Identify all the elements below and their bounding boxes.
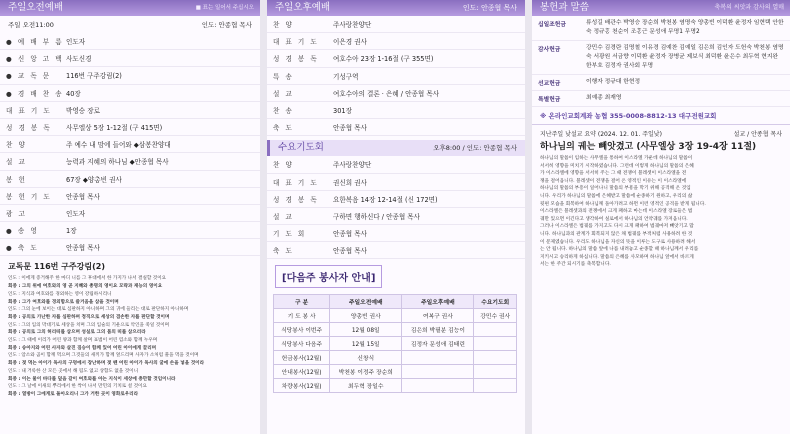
- table-cell: [474, 365, 517, 379]
- reading-line: 인도 : 지식과 여호와를 경외하는 영이 강림하시리니: [8, 291, 112, 297]
- sermon-line: 이스라엘은 블레셋과의 전쟁에서 크게 패하고 마는데 이스라엘 장로들은 법: [540, 209, 693, 215]
- order-label: ● 송 영: [6, 227, 39, 236]
- order-value: 박영승 장로: [66, 106, 100, 115]
- sermon-line: 궤만 있으면 이긴다고 생각하여 실로에서 하나님의 언약궤를 가져옵니다.: [540, 216, 688, 222]
- order-value: 권신희 권사: [333, 178, 367, 187]
- order-value: 주사랑찬양단: [333, 161, 372, 170]
- table-row: [274, 309, 517, 323]
- order-value: 40장: [66, 89, 81, 98]
- offering-list: [532, 16, 790, 107]
- order-value: 기성구역: [333, 72, 359, 81]
- order-row: [267, 174, 525, 191]
- order-row: [0, 222, 260, 239]
- order-label: 설 교: [273, 89, 294, 98]
- table-header-row: [274, 295, 517, 309]
- order-label: 성 경 봉 독: [273, 195, 319, 204]
- order-label: 찬 양: [273, 21, 294, 30]
- table-cell: [474, 323, 517, 337]
- table-header-cell: 구 분: [274, 295, 330, 309]
- table-row: [274, 379, 517, 393]
- sermon-line: 가 이스라엘에 영향을 서서히 주는 그 때 전쟁이 블레셋이 이스라엘을 전: [540, 171, 687, 177]
- order-row: [267, 156, 525, 173]
- sermon-line: 니다. 우리가 하나님의 말씀에 은혜받고 말씀에 순종하기 원하고, 우리의 삶: [540, 193, 693, 199]
- column-gap: [525, 0, 532, 434]
- afternoon-leader: 인도: 안종협 목사: [462, 4, 517, 12]
- sermon-title: 하나님의 궤는 빼앗겼고 (사무엘상 3장 19-4장 11절): [540, 142, 757, 152]
- morning-leader: 인도: 안종협 목사: [201, 21, 252, 29]
- offering-names: 강민수 김경란 김명철 이유경 김예찬 김예일 김은희 김인자 도헌숙 박천봉 염명숙 서광원 서금향 이덕환 윤정자 장병균 제보식 최덕환 윤은수 최두혁 현지완 한부호 김정자 권사회 무명: [586, 45, 784, 69]
- reading-line: 회중 : 송아지와 어린 사자와 살진 짐승이 함께 있어 어린 아이에게 끌리며: [8, 345, 157, 351]
- order-label: 기 도 회: [273, 230, 307, 239]
- offering-title: 봉헌과 말씀: [540, 2, 589, 13]
- sermon-line: 그러나 이스라엘은 법궤를 가지고도 다시 크게 패하여 법궤마저 빼앗기고 맙: [540, 224, 694, 230]
- order-label: 축 도: [273, 124, 294, 133]
- order-label: 설 교: [273, 212, 294, 221]
- sermon-line: 하나님의 말씀의 부흥이 일어나니 말씀의 부흥을 막기 위해 공격해 온 것입: [540, 186, 691, 192]
- order-value: 주 예수 내 맘에 들어와 ◆삼봉찬양대: [66, 141, 171, 150]
- offering-label: 감사헌금: [538, 47, 561, 53]
- table-cell: 차량봉사(12월): [274, 379, 330, 393]
- table-cell: 기 도 봉 사: [274, 309, 330, 323]
- sermon-line: 서는 한 주간 되시기를 축복합니다.: [540, 262, 611, 268]
- offering-row: [532, 16, 790, 41]
- order-row: [0, 102, 260, 119]
- reading-line: 인도 : 내 거룩한 산 모든 곳에서 해 됨도 없고 상함도 없을 것이니: [8, 368, 139, 374]
- table-cell: 헌금봉사(12월): [274, 351, 330, 365]
- afternoon-order-list: [267, 16, 525, 136]
- order-row: [267, 85, 525, 102]
- order-row: [267, 33, 525, 50]
- responsive-reading: [0, 275, 260, 398]
- table-cell: 김정자 문성애 김태린: [402, 337, 474, 351]
- sermon-line: 지키시고 승리하게 하십니다. 말씀의 은혜를 사모하며 하나님 앞에서 바르게: [540, 254, 694, 260]
- order-value: 1장: [66, 227, 77, 236]
- offering-label: 특별헌금: [538, 97, 561, 103]
- offering-row: [532, 75, 790, 91]
- reading-line: 인도 : 그의 눈에 보이는 대로 심판하지 아니하며 그의 귀에 들리는 대로 판단하지 아니하며: [8, 307, 189, 313]
- order-label: ● 예 배 부 름: [6, 38, 64, 47]
- order-value: 여호수아의 결론 · 은혜 / 안종협 목사: [333, 89, 440, 98]
- sermon-line: 하나님의 말씀이 임하는 사무엘을 통하여 이스라엘 가운데 하나님의 말씀이: [540, 156, 693, 161]
- order-row: [267, 242, 525, 259]
- reading-line: 인도 : 그 날에 이새의 뿌리에서 한 싹이 나서 만민의 기치로 설 것이요: [8, 384, 147, 390]
- reading-line: 회중 : 그의 위에 여호와의 영 곧 지혜와 총명의 영이요 모략과 재능의 영이요: [8, 284, 163, 290]
- volunteer-title: [다음주 봉사자 안내]: [275, 265, 382, 288]
- reading-line: 회중 : 열방이 그에게로 돌아오리니 그가 거한 곳이 영화로우리라: [8, 391, 139, 397]
- order-label: 찬 양: [6, 141, 27, 150]
- table-row: [274, 351, 517, 365]
- wednesday-time: 오후8:00 / 인도: 안종협 목사: [433, 144, 517, 153]
- order-row: [0, 33, 260, 50]
- table-cell: [402, 365, 474, 379]
- order-value: 주사랑찬양단: [333, 21, 372, 30]
- reading-line: 회중 : 이는 물이 바다를 덮음 같이 여호와를 아는 지식이 세상에 충만할 것임이니라: [8, 376, 176, 382]
- morning-order-list: [0, 33, 260, 256]
- order-label: ● 경 배 찬 송: [6, 89, 64, 98]
- bank-account: ※ 온라인교회계좌 농협 355-0008-8812-13 대구전원교회: [532, 107, 790, 125]
- morning-header: [0, 0, 260, 16]
- table-cell: [474, 337, 517, 351]
- sermon-line: 뒷편 모습을 회복하여 하나님께 돌아가려고 하면 이런 영적인 공격을 받게 됩니다.: [540, 201, 706, 207]
- reading-line: 인도 : 그의 입의 막대기로 세상을 치며 그의 입술의 기운으로 악인을 죽일 것이며: [8, 322, 170, 328]
- table-cell: 12월 08일: [330, 323, 402, 337]
- offering-label: 십일조헌금: [538, 22, 566, 28]
- order-value: 사무엘상 5장 1-12절 (구 415면): [66, 124, 163, 133]
- offering-names: 류성길 배관수 박영승 장순희 박천봉 염명숙 양총빈 이덕환 윤정자 임현택 안한숙 정규홍 천순이 조홍근 문성애 무명1 무명2: [586, 20, 784, 35]
- order-row: [0, 85, 260, 102]
- reading-line: 인도 : 이에게 증거해주 한 마디 니를 그 후대에서 한 가지가 나서 결실할 것이요: [8, 276, 167, 282]
- order-row: [0, 153, 260, 170]
- order-value: 사도신경: [66, 55, 92, 64]
- order-row: [267, 208, 525, 225]
- afternoon-title: 주일오후예배: [275, 2, 331, 13]
- order-value: 능력과 지혜의 하나님 ◆안종협 목사: [66, 158, 169, 167]
- table-cell: 양총빈 권사: [330, 309, 402, 323]
- order-row: [0, 119, 260, 136]
- order-row: [0, 171, 260, 188]
- morning-meta: [0, 16, 260, 33]
- sermon-preacher: 설교 / 안종협 목사: [733, 131, 782, 138]
- order-row: [267, 225, 525, 242]
- order-label: 대 표 기 도: [273, 178, 319, 187]
- reading-line: 회중 : 젖 먹는 아이가 독사의 구멍에서 장난하며 젖 뗀 어린 아이가 독사의 굴에 손을 넣을 것이라: [8, 361, 205, 367]
- order-value: 이은경 권사: [333, 38, 367, 47]
- order-row: [267, 102, 525, 119]
- table-cell: [474, 351, 517, 365]
- order-label: ● 신 앙 고 백: [6, 55, 64, 64]
- offering-names: 이행자 정규대 한현정: [586, 79, 641, 85]
- offering-column: [532, 0, 790, 434]
- morning-title: 주일오전예배: [8, 2, 64, 13]
- sermon-header: [532, 125, 790, 139]
- order-label: 대 표 기 도: [6, 106, 52, 115]
- order-value: 안종협 목사: [333, 230, 367, 239]
- table-cell: 신창식: [330, 351, 402, 365]
- order-label: 축 도: [273, 247, 294, 256]
- order-value: 안종협 목사: [333, 247, 367, 256]
- order-label: 찬 양: [273, 161, 294, 170]
- volunteer-table: [273, 294, 517, 393]
- table-cell: 식당봉사 이번주: [274, 323, 330, 337]
- order-label: 성 경 봉 독: [273, 55, 319, 64]
- reading-line: 회중 : 그가 여호와를 경외함으로 즐거움을 삼을 것이며: [8, 299, 119, 305]
- sermon-line: 이 문제였습니다. 우리도 하나님을 자신의 뜻을 이루는 도구로 사용하려 해서: [540, 239, 696, 245]
- reading-line: 인도 : 암소와 곰이 함께 먹으며 그것들의 새끼가 함께 엎드리며 사자가 소처럼 풀을 먹을 것이며: [8, 353, 199, 359]
- order-label: 봉 헌 기 도: [6, 192, 52, 201]
- table-cell: 안내봉사(12월): [274, 365, 330, 379]
- morning-time: 주일 오전11:00: [8, 21, 54, 29]
- order-row: [0, 188, 260, 205]
- table-cell: [474, 379, 517, 393]
- order-row: [0, 67, 260, 84]
- wednesday-title: 수요기도회: [278, 142, 324, 154]
- order-value: 요한복음 14장 12-14절 (신 172면): [333, 195, 438, 204]
- order-label: 특 송: [273, 72, 294, 81]
- table-cell: 12월 15일: [330, 337, 402, 351]
- table-row: [274, 323, 517, 337]
- order-row: [267, 50, 525, 67]
- order-label: ● 축 도: [6, 244, 39, 253]
- afternoon-header: [267, 0, 525, 16]
- responsive-reading-title: 교독문 116번 구주강림(2): [8, 262, 105, 272]
- order-label: 찬 송: [273, 107, 294, 116]
- offering-label: 선교헌금: [538, 81, 561, 87]
- order-row: [267, 119, 525, 136]
- table-cell: 박천봉 이정주 장순희: [330, 365, 402, 379]
- order-value: 안종협 목사: [66, 192, 100, 201]
- table-cell: [402, 379, 474, 393]
- order-value: 안종협 목사: [66, 244, 100, 253]
- column-gap: [260, 0, 267, 434]
- sermon-line: 서서히 영향을 미치기 시작하였습니다. 그런데 이렇게 하나님의 말씀의 은혜: [540, 163, 694, 169]
- table-cell: [402, 351, 474, 365]
- sermon-line: 니다. 하나님과의 관계가 회복되지 않은 채 법궤를 부적처럼 사용하려 한 것: [540, 231, 693, 237]
- order-value: 301장: [333, 107, 352, 116]
- order-label: 성 경 봉 독: [6, 124, 52, 133]
- order-row: [0, 136, 260, 153]
- order-label: 설 교: [6, 158, 27, 167]
- offering-row: [532, 91, 790, 107]
- order-label: 광 고: [6, 209, 27, 218]
- afternoon-column: [267, 0, 525, 434]
- order-value: 안종협 목사: [333, 124, 367, 133]
- table-header-cell: 수요기도회: [474, 295, 517, 309]
- morning-service-column: [0, 0, 260, 434]
- sermon-line: 는 안 됩니다. 하나님의 말씀 앞에 나를 내려놓고 순종할 때 하나님께서 우리를: [540, 247, 699, 253]
- table-row: [274, 337, 517, 351]
- order-row: [0, 205, 260, 222]
- order-value: 인도자: [66, 38, 86, 47]
- table-cell: 식당봉사 다음주: [274, 337, 330, 351]
- wednesday-header: [267, 140, 525, 156]
- order-value: 구하면 행하신다 / 안종협 목사: [333, 212, 421, 221]
- order-value: 67장 ◆양총빈 권사: [66, 175, 122, 184]
- offering-tagline: 축복의 씨앗과 감사의 열매: [714, 4, 784, 11]
- offering-row: [532, 41, 790, 75]
- order-value: 여호수아 23장 1-16절 (구 355면): [333, 55, 434, 64]
- order-row: [267, 16, 525, 33]
- order-label: ● 교 독 문: [6, 72, 52, 81]
- table-cell: 최두혁 장일수: [330, 379, 402, 393]
- table-header-cell: 주일오전예배: [330, 295, 402, 309]
- sermon-line: 쟁을 걸어옵니다. 블레셋이 전쟁을 걸어 온 영적인 이유는 이 이스라엘에: [540, 178, 687, 184]
- sermon-label: 지난주일 낮설교 요약 (2024. 12. 01. 주일낮): [540, 131, 662, 138]
- offering-header: [532, 0, 790, 16]
- order-row: [267, 68, 525, 85]
- offering-names: 최예종 최재영: [586, 95, 622, 101]
- table-cell: 김은희 박필분 김능이: [402, 323, 474, 337]
- wednesday-order-list: [267, 156, 525, 259]
- reading-line: 인도 : 그 때에 이리가 어린 양과 함께 살며 표범이 어린 염소와 함께 누우며: [8, 338, 158, 344]
- table-cell: 여복구 권사: [402, 309, 474, 323]
- order-label: 대 표 기 도: [273, 38, 319, 47]
- order-row: [0, 50, 260, 67]
- order-label: 봉 헌: [6, 175, 27, 184]
- sermon-body: [532, 155, 790, 269]
- order-value: 116번 구주강림(2): [66, 72, 122, 81]
- table-header-cell: 주일오후예배: [402, 295, 474, 309]
- reading-line: 회중 : 공의로 그의 허리띠를 삼으며 성실로 그의 몸의 띠를 삼으리라: [8, 330, 146, 336]
- order-value: 인도자: [66, 209, 86, 218]
- table-row: [274, 365, 517, 379]
- table-cell: 강민수 권사: [474, 309, 517, 323]
- reading-line: 회중 : 공의로 가난한 자를 심판하며 정직으로 세상의 겸손한 자를 판단할 것이며: [8, 314, 170, 320]
- standing-note: ■ 표는 일어서 주십시오: [195, 5, 254, 11]
- order-row: [0, 239, 260, 256]
- order-row: [267, 191, 525, 208]
